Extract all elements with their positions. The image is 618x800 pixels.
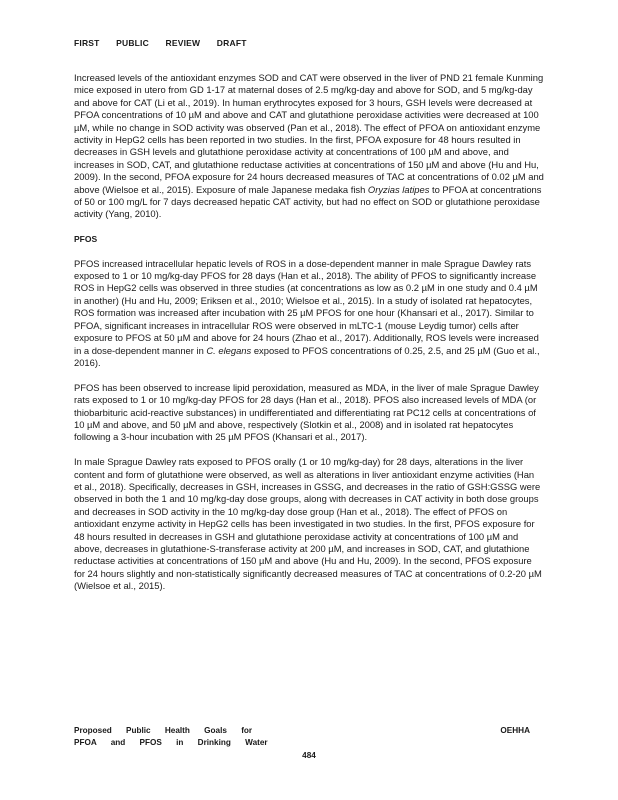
paragraph-text: to PFOA at concentrations of 50 or 100 mg/L for 7 days decreased hepatic CAT activity, but had no effect on SOD or glutathione peroxidase activity (Yang, 2010). bbox=[74, 183, 542, 220]
paragraph-pfos-lipid-peroxidation: PFOS has been observed to increase lipid peroxidation, measured as MDA, in the liver of male Sprague Dawley rats exposed to 1 or 10 mg/kg-day PFOS for 28 days (Han et al., 2018). PFOS also increased levels of MDA (or thiobarbituric acid-reactive substances) in undifferentiated and differentiating rat PC12 cells at concentrations of 10 µM and above, and 50 µM and above, respectively (Slotkin et al., 2008) and in isolated rat hepatocytes following a 3-hour incubation with 25 µM PFOS (Khansari et al., 2017). bbox=[74, 381, 539, 443]
species-name: Oryzias latipes bbox=[367, 183, 430, 195]
body-text bbox=[74, 72, 544, 605]
footer-title-line-2: PFOA and PFOS in Drinking Water bbox=[74, 738, 268, 747]
paragraph-text: Increased levels of the antioxidant enzymes SOD and CAT were observed in the liver of PND 21 female Kunming mice exposed in utero from GD 1-17 at maternal doses of 2.5 mg/kg-day and above for SOD, and 5 mg/kg-day and above for CAT (Li et al., 2019). In human erythrocytes exposed for 3 hours, GSH levels were decreased at PFOA concentrations of 10 µM and above and CAT and glutathione peroxidase activities were decreased at 100 µM, while no change in SOD activity was observed (Pan et al., 2018). The effect of PFOA on antioxidant enzyme activity in HepG2 cells has been reported in two studies. In the first, PFOA exposure for 48 hours resulted in decreases in GSH levels and glutathione peroxidase activity at concentrations of 100 µM and above, and increases in SOD, CAT, and glutathione reductase activities at concentrations of 150 µM and above (Hu and Hu, 2009). In the second, PFOA exposure for 24 hours decreased measures of TAC at concentrations of 0.02 µM and above (Wielsoe et al., 2015). Exposure of male Japanese medaka fish bbox=[74, 72, 544, 195]
draft-header: FIRST PUBLIC REVIEW DRAFT bbox=[74, 38, 247, 48]
footer-organization: OEHHA bbox=[500, 726, 530, 735]
footer-title bbox=[74, 725, 268, 749]
paragraph-pfos-glutathione: In male Sprague Dawley rats exposed to PFOS orally (1 or 10 mg/kg-day) for 28 days, alterations in the liver content and form of glutathione were observed, as well as alterations in liver antioxidant enzyme activities (Han et al., 2018). Specifically, decreases in GSH, increases in GSSG, and decreases in the ratio of GSH:GSSG were observed in both the 1 and 10 mg/kg-day dose groups, along with decreases in CAT activity in both dose groups and decreases in SOD activity in the 10 mg/kg-day dose group (Han et al., 2018). The effect of PFOS on antioxidant enzyme activity in HepG2 cells has been investigated in two studies. In the first, PFOS exposure for 48 hours resulted in decreases in GSH and glutathione peroxidase activity at concentrations of 100 µM and above, decreases in glutathione-S-transferase activity at 200 µM, and increases in SOD, CAT, and glutathione reductase activities at concentrations of 150 µM and above (Hu and Hu, 2009). In the second, PFOS exposure for 24 hours slightly and non-statistically significantly decreased measures of TAC at concentrations of 0.2-20 µM (Wielsoe et al., 2015). bbox=[74, 456, 542, 592]
paragraph-text: exposed to PFOS concentrations of 0.25, 2.5, and 25 µM (Guo et al., 2016). bbox=[74, 344, 540, 368]
paragraph-pfos-ros bbox=[74, 258, 544, 370]
paragraph-text: PFOS increased intracellular hepatic levels of ROS in a dose-dependent manner in male Sprague Dawley rats exposed to 1 or 10 mg/kg-day PFOS for 28 days (Han et al., 2018). The ability of PFOS to significantly increase ROS in HepG2 cells was observed in three studies (at concentrations as low as 0.2 µM in one study and 0.4 µM in another) (Hu and Hu, 2009; Eriksen et al., 2010; Wielsoe et al., 2015). In a study of isolated rat hepatocytes, ROS formation was increased after incubation with 25 µM PFOS for one hour (Khansari et al., 2017). Similar to PFOA, significant increases in intracellular ROS were observed in mLTC-1 (mouse Leydig tumor) cells after exposure to PFOS at 50 µM and above for 24 hours (Zhao et al., 2017). Additionally, ROS levels were increased in a dose-dependent manner in bbox=[74, 257, 539, 356]
species-name: C. elegans bbox=[206, 344, 252, 356]
section-heading-pfos: PFOS bbox=[74, 234, 98, 245]
footer-title-line-1: Proposed Public Health Goals for bbox=[74, 726, 253, 735]
paragraph-pfoa-antioxidant bbox=[74, 72, 544, 221]
page-number: 484 bbox=[302, 751, 316, 760]
